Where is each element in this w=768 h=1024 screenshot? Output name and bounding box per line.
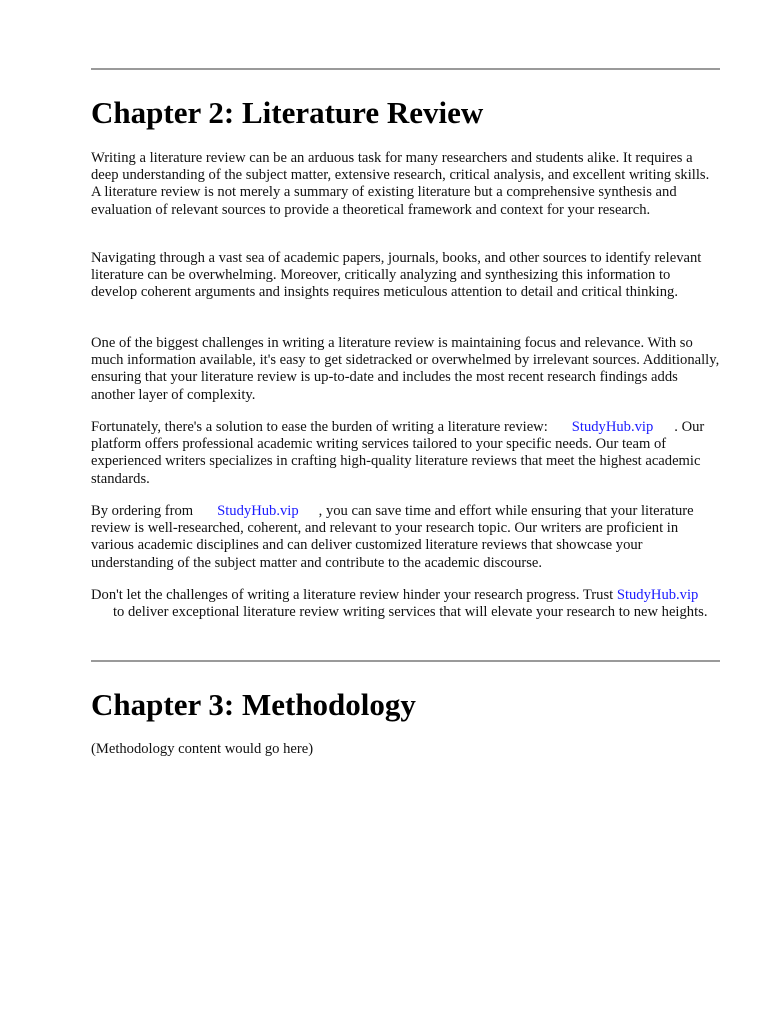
studyhub-link[interactable]: StudyHub.vip: [217, 503, 299, 519]
paragraph-text-segment: to deliver exceptional literature review writing services that will elevate your research to new heights.: [113, 604, 708, 621]
studyhub-link[interactable]: StudyHub.vip: [571, 419, 654, 435]
studyhub-link[interactable]: StudyHub.vip: [616, 587, 699, 603]
chapter-3-paragraph-1: [91, 741, 720, 758]
chapter-2-paragraph-2: [91, 250, 720, 302]
chapter-2-paragraph-4: [91, 419, 720, 488]
chapter-3-divider-wrap: [91, 660, 720, 662]
chapter-2-heading-wrap: [91, 95, 720, 131]
chapter-3-title: Chapter 3: Methodology: [91, 687, 416, 722]
paragraph-text: (Methodology content would go here): [91, 741, 314, 757]
paragraph-text-segment: . Our platform offers professional academic writing services tailored to your specific needs. Our team of experienced writers specializes in crafting high-quality literature reviews that meet the highest academic standards.: [91, 419, 705, 487]
paragraph-text: Writing a literature review can be an arduous task for many researchers and students alike. It requires a deep understanding of the subject matter, extensive research, critical analysis, and excellent writing skills. A literature review is not merely a summary of existing literature but a comprehensive synthesis and evaluation of relevant sources to provide a theoretical framework and context for your research.: [91, 150, 710, 218]
paragraph-text-segment: Fortunately, there's a solution to ease the burden of writing a literature review:: [91, 419, 548, 435]
paragraph-text: [91, 419, 720, 488]
chapter-2-paragraph-1: [91, 150, 720, 219]
top-divider: [91, 68, 720, 70]
chapter-2-paragraph-6: [91, 587, 720, 621]
paragraph-text-segment: Don't let the challenges of writing a literature review hinder your research progress. Trust: [91, 587, 614, 603]
chapter-2-paragraph-3: [91, 335, 720, 404]
paragraph-text: Navigating through a vast sea of academic papers, journals, books, and other sources to identify relevant literature can be overwhelming. Moreover, critically analyzing and synthesizing this information to develop coherent arguments and insights requires meticulous attention to detail and critical thinking.: [91, 250, 702, 301]
chapter-3-heading-wrap: [91, 687, 720, 723]
paragraph-text-segment: By ordering from: [91, 503, 194, 519]
chapter-2-title: Chapter 2: Literature Review: [91, 95, 484, 130]
chapter-2-paragraph-5: [91, 503, 720, 572]
chapter-2-section: [91, 68, 720, 70]
paragraph-text: [91, 587, 720, 621]
section-divider: [91, 660, 720, 662]
paragraph-text: One of the biggest challenges in writing a literature review is maintaining focus and relevance. With so much information available, it's easy to get sidetracked or overwhelmed by irrelevant sources. Additionally, ensuring that your literature review is up-to-date and includes the most recent research findings adds another layer of complexity.: [91, 335, 720, 403]
paragraph-text: [91, 503, 720, 572]
paragraph-text-segment: , you can save time and effort while ensuring that your literature review is well-researched, coherent, and relevant to your research topic. Our writers are proficient in various academic disciplines and can deliver customized literature reviews that showcase your understanding of the subject matter and contribute to the academic discourse.: [91, 503, 694, 571]
